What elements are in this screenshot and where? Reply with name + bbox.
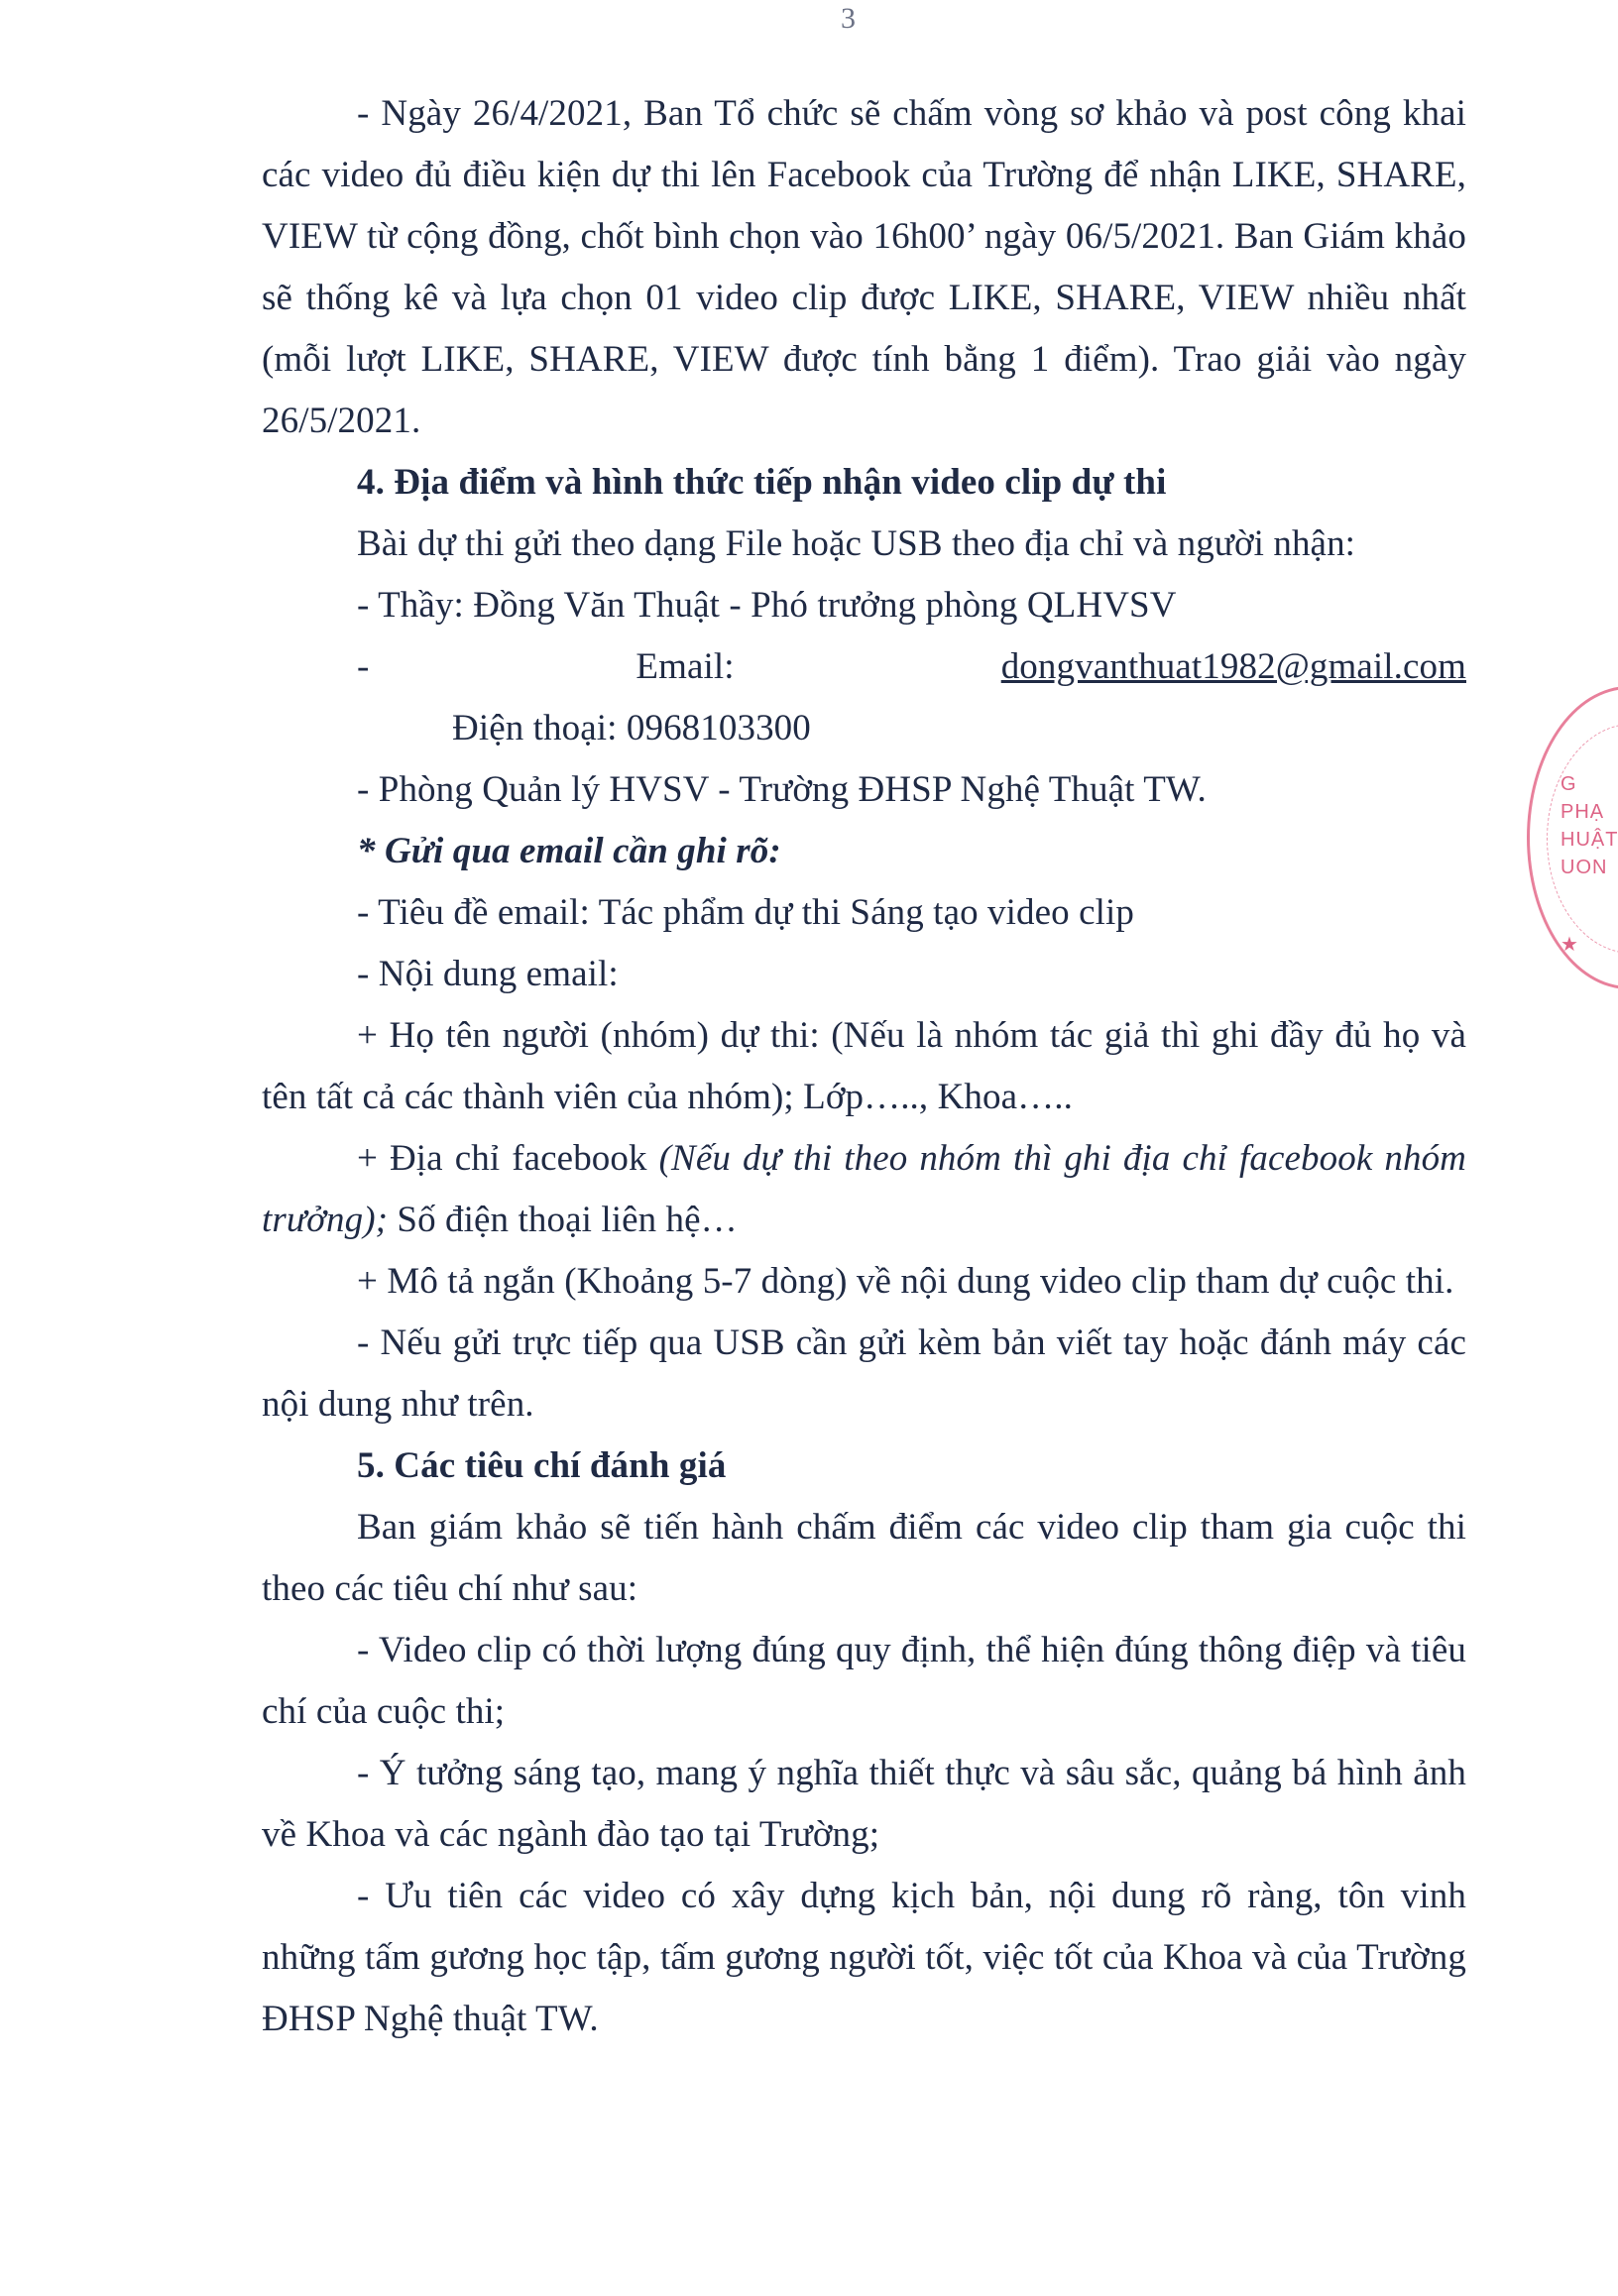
document-body bbox=[262, 83, 1466, 2050]
participant-name-rest: (Nếu là nhóm tác giả thì ghi đầy đủ họ và tên tất cả các thành viên của nhóm); Lớp….., Khoa….. bbox=[262, 1015, 1466, 1117]
email-content-item: - Nội dung email: bbox=[357, 954, 619, 994]
email-link[interactable]: dongvanthuat1982@gmail.com bbox=[1000, 646, 1466, 687]
facebook-rest: Số điện thoại liên hệ… bbox=[388, 1200, 738, 1240]
usb-submission-item: - Nếu gửi trực tiếp qua USB cần gửi kèm bản viết tay hoặc đánh máy các nội dung như trên. bbox=[262, 1322, 1466, 1425]
schedule-line1: - Ngày 26/4/2021, Ban Tổ chức sẽ chấm vòng sơ khảo và post công khai bbox=[357, 93, 1466, 134]
seal-fragment-1: G bbox=[1560, 773, 1577, 795]
criterion-3: - Ưu tiên các video có xây dựng kịch bản, nội dung rõ ràng, tôn vinh những tấm gương học tập, tấm gương người tốt, việc tốt của Khoa và của Trường ĐHSP Nghệ thuật TW. bbox=[262, 1876, 1466, 2039]
seal-fragment-2: PHẠ bbox=[1560, 801, 1605, 823]
contact-teacher: - Thầy: Đồng Văn Thuật - Phó trưởng phòng QLHVSV bbox=[357, 585, 1177, 626]
criterion-1: - Video clip có thời lượng đúng quy định, thể hiện đúng thông điệp và tiêu chí của cuộc thi; bbox=[262, 1630, 1466, 1732]
participant-name-item bbox=[262, 1005, 1466, 1128]
seal-star-icon: ★ bbox=[1560, 934, 1579, 956]
section5-intro: Ban giám khảo sẽ tiến hành chấm điểm các video clip tham gia cuộc thi theo các tiêu chí như sau: bbox=[262, 1507, 1466, 1609]
email-prefix: - Email: bbox=[357, 646, 1001, 687]
seal-fragment-4: UON bbox=[1560, 857, 1608, 878]
contact-office: - Phòng Quản lý HVSV - Trường ĐHSP Nghệ Thuật TW. bbox=[357, 769, 1207, 810]
page-number: 3 bbox=[841, 2, 856, 35]
seal-fragment-3: HUẬT bbox=[1560, 829, 1618, 851]
facebook-note: (Nếu dự thi theo nhóm thì ghi địa chỉ facebook nhóm trưởng); bbox=[262, 1138, 1466, 1240]
paragraph-schedule bbox=[262, 83, 1466, 452]
section5-heading: 5. Các tiêu chí đánh giá bbox=[357, 1445, 727, 1486]
schedule-rest: các video đủ điều kiện dự thi lên Facebook của Trường để nhận LIKE, SHARE, VIEW từ cộng đồng, chốt bình chọn vào 16h00’ ngày 06/5/2021. Ban Giám khảo sẽ thống kê và lựa chọn 01 video clip được LIKE, SHARE, VIEW nhiều nhất (mỗi lượt LIKE, SHARE, VIEW được tính bằng 1 điểm). Trao giải vào ngày 26/5/2021. bbox=[262, 155, 1466, 441]
short-description-item: + Mô tả ngắn (Khoảng 5-7 dòng) về nội dung video clip tham dự cuộc thi. bbox=[357, 1261, 1454, 1302]
facebook-address-item bbox=[262, 1128, 1466, 1251]
contact-phone: Điện thoại: 0968103300 bbox=[452, 708, 811, 748]
section4-heading: 4. Địa điểm và hình thức tiếp nhận video clip dự thi bbox=[357, 462, 1167, 503]
criterion-2: - Ý tưởng sáng tạo, mang ý nghĩa thiết thực và sâu sắc, quảng bá hình ảnh về Khoa và các ngành đào tạo tại Trường; bbox=[262, 1753, 1466, 1855]
email-title-item: - Tiêu đề email: Tác phẩm dự thi Sáng tạo video clip bbox=[357, 892, 1134, 933]
email-note-heading: * Gửi qua email cần ghi rõ: bbox=[357, 831, 781, 871]
participant-name-prefix: + Họ tên người (nhóm) dự thi: bbox=[357, 1015, 832, 1056]
contact-email-line bbox=[262, 636, 1466, 759]
facebook-prefix: + Địa chỉ facebook bbox=[357, 1138, 659, 1179]
section4-intro: Bài dự thi gửi theo dạng File hoặc USB theo địa chỉ và người nhận: bbox=[357, 523, 1356, 564]
